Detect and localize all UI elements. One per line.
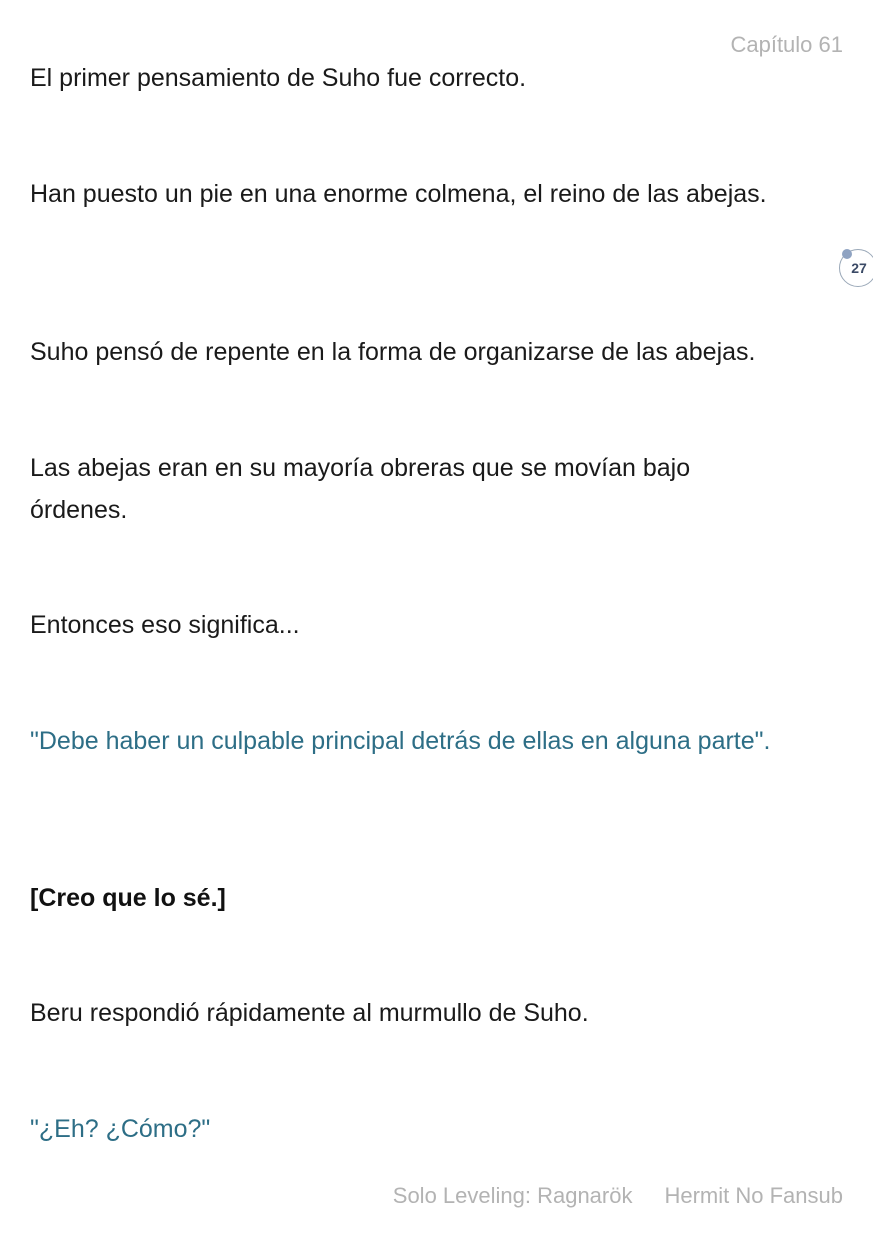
dialogue-1: "Debe haber un culpable principal detrás de ellas en alguna parte". (30, 727, 771, 755)
page-marker-badge[interactable] (839, 249, 873, 287)
footer-novel-title: Solo Leveling: Ragnarök (392, 1183, 633, 1208)
paragraph-5: Entonces eso significa... (30, 611, 300, 639)
system-message: [Creo que lo sé.] (30, 884, 226, 912)
marker-dot-icon (842, 249, 852, 259)
paragraph-6: Beru respondió rápidamente al murmullo de Suho. (30, 999, 589, 1027)
footer-translator: Hermit No Fansub (664, 1183, 843, 1208)
chapter-label: Capítulo 61 (730, 32, 843, 57)
paragraph-1: El primer pensamiento de Suho fue correcto. (30, 64, 527, 92)
footer (393, 1183, 843, 1209)
dialogue-2: "¿Eh? ¿Cómo?" (30, 1115, 211, 1143)
paragraph-4: Las abejas eran en su mayoría obreras que se movían bajo órdenes. (30, 454, 691, 524)
page-marker-number: 27 (851, 260, 867, 276)
paragraph-2: Han puesto un pie en una enorme colmena, el reino de las abejas. (30, 180, 767, 208)
paragraph-3: Suho pensó de repente en la forma de organizarse de las abejas. (30, 338, 756, 366)
